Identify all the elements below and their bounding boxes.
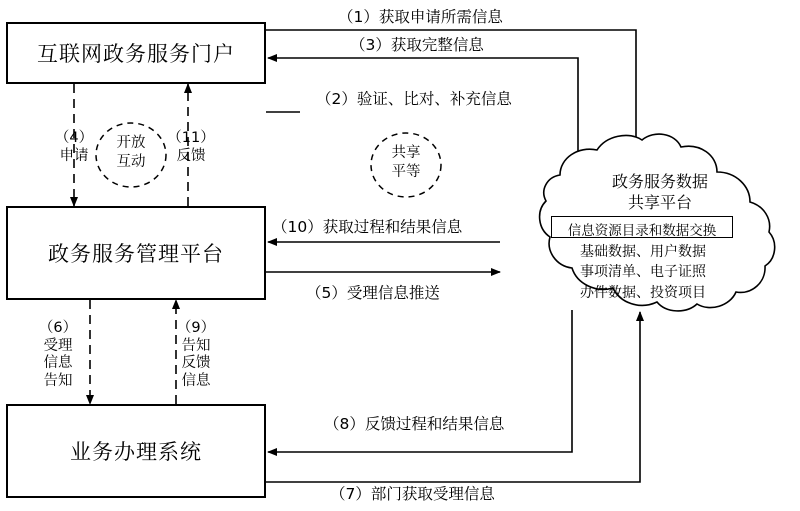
flow-label-step9 — [164, 320, 228, 391]
flow-label-step2: （2）验证、比对、补充信息 — [316, 90, 512, 108]
oval-share-equal-line1: 共享 — [391, 145, 421, 161]
box-portal[interactable] — [6, 22, 266, 84]
flow-label-step9-line-4: 信息 — [181, 373, 211, 390]
cloud-resource-bar-label: 信息资源目录和数据交换 — [567, 223, 717, 239]
flow-label-step8: （8）反馈过程和结果信息 — [324, 415, 505, 433]
cloud-title — [560, 172, 760, 214]
oval-open-interaction-text — [96, 134, 166, 172]
flow-label-step6-line-3: 信息 — [43, 355, 73, 372]
flow-label-step4 — [42, 130, 106, 165]
cloud-title-line2: 共享平台 — [627, 192, 692, 212]
flow-label-step6-line-1: （6） — [38, 320, 78, 336]
cloud-content-line-1: 基础数据、用户数据 — [580, 244, 706, 260]
flow-label-step4-line-1: （4） — [54, 130, 94, 146]
flow-label-step1: （1）获取申请所需信息 — [338, 8, 503, 26]
flow-label-step10: （10）获取过程和结果信息 — [272, 218, 463, 236]
flow-label-step11-line-2: 反馈 — [176, 147, 206, 164]
flow-label-step6-line-2: 受理 — [43, 337, 73, 354]
flow-label-step3: （3）获取完整信息 — [350, 36, 484, 54]
box-manage-platform-label: 政务服务管理平台 — [48, 242, 224, 266]
flow-label-step11-line-1: （11） — [167, 130, 215, 146]
cloud-content — [548, 242, 738, 303]
flow-label-step9-line-3: 反馈 — [181, 355, 211, 372]
cloud-content-line-2: 事项清单、电子证照 — [580, 264, 706, 281]
flow-label-step6 — [26, 320, 90, 391]
cloud-resource-bar[interactable] — [551, 216, 733, 238]
flow-label-step9-line-2: 告知 — [181, 337, 211, 354]
cloud-content-line-3: 办件数据、投资项目 — [580, 284, 706, 301]
oval-open-interaction-line2: 互动 — [116, 153, 146, 170]
flow-label-step11 — [159, 130, 223, 165]
box-manage-platform[interactable] — [6, 206, 266, 300]
box-business-system-label: 业务办理系统 — [70, 440, 202, 464]
oval-open-interaction-line1: 开放 — [116, 135, 146, 151]
cloud-title-line1: 政务服务数据 — [611, 172, 708, 191]
oval-share-equal-text — [371, 144, 441, 182]
oval-share-equal-line2: 平等 — [391, 163, 421, 180]
flow-label-step7: （7）部门获取受理信息 — [330, 485, 495, 503]
flow-label-step4-line-2: 申请 — [59, 147, 89, 164]
flow-label-step5: （5）受理信息推送 — [306, 284, 440, 302]
flow-label-step6-line-4: 告知 — [43, 373, 73, 390]
box-portal-label: 互联网政务服务门户 — [37, 42, 235, 66]
flow-label-step9-line-1: （9） — [176, 320, 216, 336]
box-business-system[interactable] — [6, 404, 266, 498]
